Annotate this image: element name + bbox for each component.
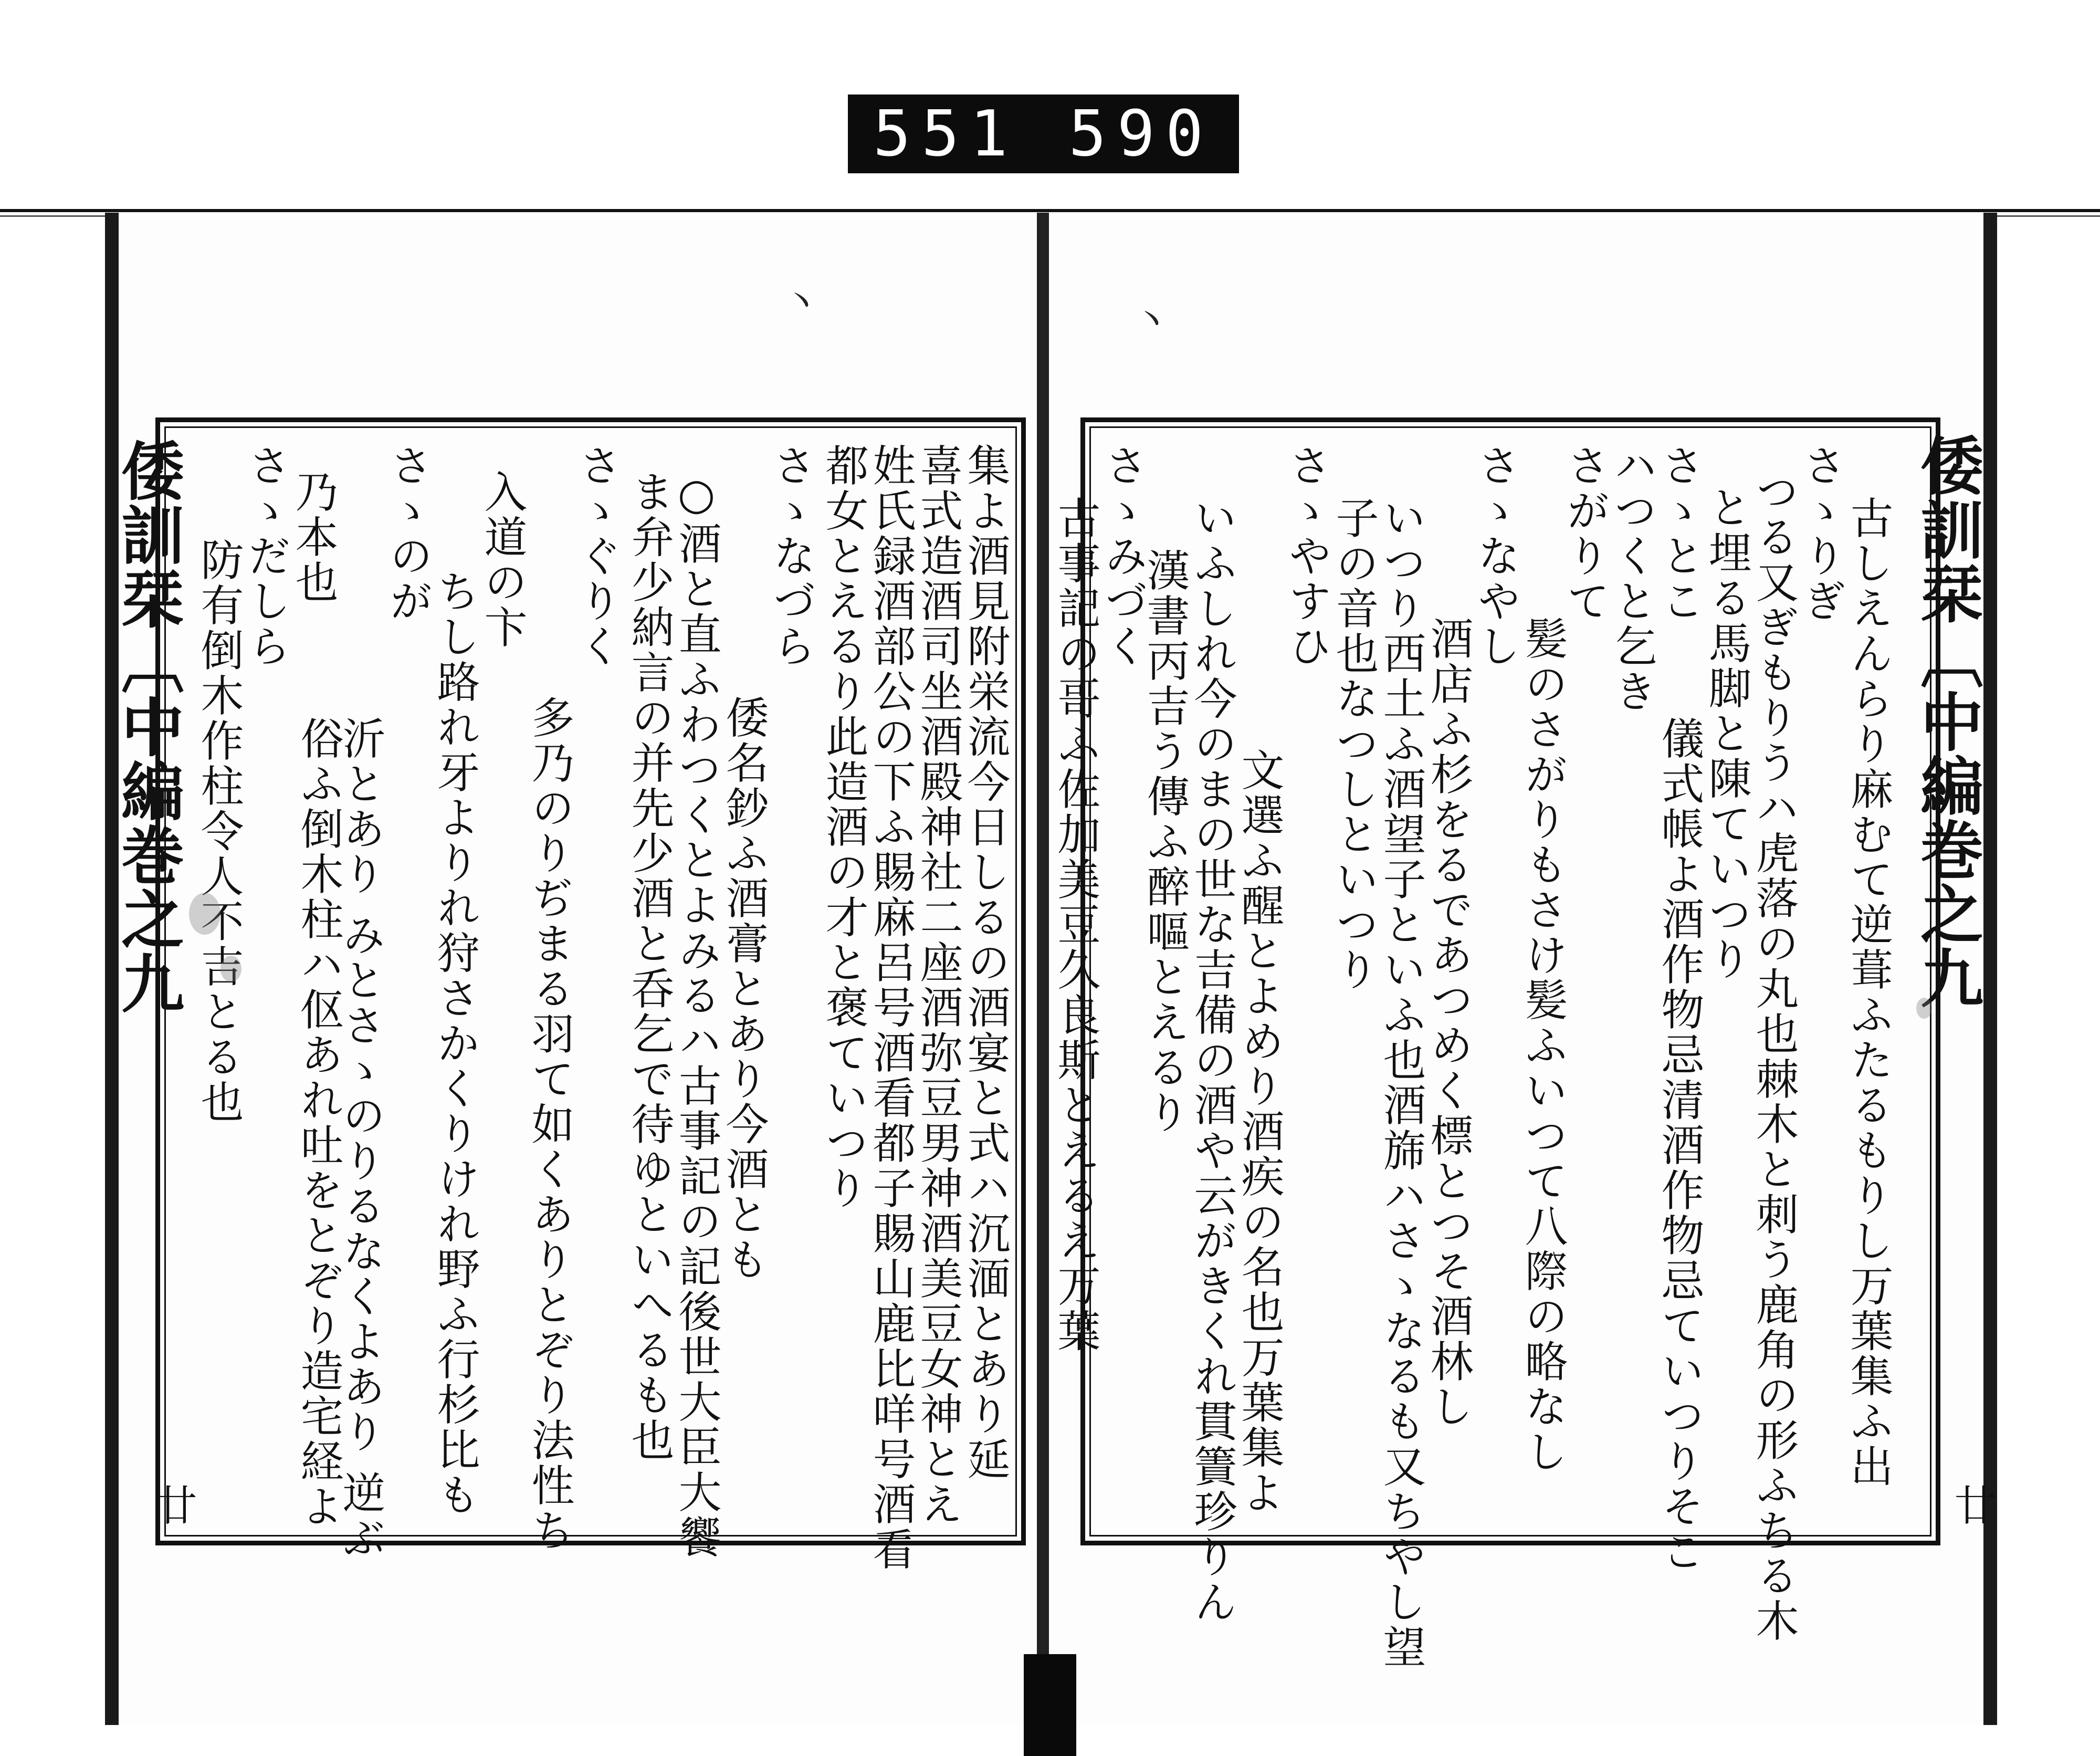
left-col-6: 倭名鈔ふ酒膏とあり今酒とも (719, 695, 769, 1282)
right-col-2: さゝりぎ (1796, 443, 1846, 624)
left-col-3: 姓氏録酒部公の下ふ賜麻呂号酒看都子賜山鹿比咩号酒看 (866, 443, 916, 1572)
left-col-9: さゝぐりく (572, 443, 622, 669)
left-page-number: 廿 (148, 1483, 197, 1525)
left-col-18: 防有倒木作柱令人不吉とる也 (194, 538, 244, 1125)
right-col-1: 古しえんらり麻むて逆葺ふたるもりし万葉集ふ出 (1843, 496, 1893, 1489)
scan-speck (189, 893, 220, 935)
right-col-11: 酒店ふ杉をるであつめく標とつそ酒林し (1423, 616, 1473, 1429)
right-col-6: ハつくと乞き (1607, 443, 1657, 714)
right-col-14: さゝやすひ (1282, 443, 1331, 669)
right-col-19: 古事記の哥ふ佐加美豆久良斯とえるえ万葉 (1051, 496, 1100, 1354)
frame-label (848, 95, 1239, 173)
left-text-frame (155, 417, 1026, 1572)
right-page (1049, 213, 1997, 1725)
left-col-11: 入道の卞 (477, 469, 527, 650)
left-col-10: 多乃のりぢまる羽て如くありとぞり法性ち (524, 695, 574, 1553)
right-col-3: つる又ぎもりうハ虎落の丸也棘木と刺う鹿角の形ふちる木 (1749, 469, 1799, 1644)
top-rule (0, 209, 2100, 212)
left-page-title: 倭訓栞〔中編巻之九 (111, 438, 185, 1015)
right-col-7: 儀式帳よ酒作物忌清酒作物忌ていつりそこ (1654, 716, 1704, 1574)
right-text-frame (1051, 417, 1940, 1670)
gutter-shadow (1024, 1654, 1076, 1756)
left-col-14: 沂とあり みとさゝのりるなくよあり 逆ぶ (335, 716, 385, 1561)
left-col-5: さゝなづら (766, 443, 816, 669)
left-col-2: 喜式造酒司坐酒殿神社二座酒弥豆男神酒美豆女神とえ (913, 443, 963, 1527)
left-col-8: ま弁少納言の并先少酒と呑乞で待ゆといへるも也 (624, 469, 674, 1463)
right-page-number: 廿 (1947, 1483, 1996, 1525)
left-col-15: 乃本也 (288, 469, 338, 605)
tick-mark: 丶 (783, 281, 820, 324)
right-col-5: さゝとこ (1654, 443, 1704, 624)
frame-number-left: 551 (873, 97, 1018, 171)
right-col-13: 子の音也なつしといつり (1329, 496, 1379, 992)
scan-speck (1916, 998, 1932, 1019)
right-col-4: と埋る馬脚と陳ていつり (1702, 485, 1751, 982)
right-page-title: 倭訓栞〔中編巻之九 (1910, 433, 1984, 1010)
right-col-12: いつり西土ふ酒望子といふ也酒旆ハさゝなるも又ちやし望 (1376, 496, 1426, 1670)
right-col-16: いふしれ今のまの世な吉備の酒や云がきくれ貫簀珍りん (1187, 496, 1237, 1625)
right-col-15: 文選ふ醒とよめり酒疾の名也万葉集よ (1234, 748, 1284, 1515)
left-col-16: さゝだしら (241, 443, 291, 669)
scan-speck (220, 956, 242, 982)
right-col-18: さゝみづく (1098, 443, 1148, 669)
right-col-9: 髪のさがりもさけ髪ふいつて八際の略なし (1518, 616, 1568, 1475)
right-col-8: さがりて (1560, 443, 1610, 624)
right-col-10: さゝなやし (1471, 443, 1520, 669)
left-col-1: 集よ酒見附栄流今日しるの酒宴と式ハ沉湎とあり延 (960, 443, 1010, 1482)
left-page (105, 213, 1053, 1725)
left-col-4: 都女とえるり此造酒の才と褒ていつり (818, 443, 868, 1211)
right-col-17: 漢書丙吉う傳ふ醉嘔とえるり (1140, 548, 1190, 1135)
left-col-7: ○酒と直ふわつくとよみるハ古事記の記後世大臣大饗 (671, 469, 721, 1560)
frame-number-right: 590 (1068, 97, 1214, 171)
left-col-12: ちし路れ牙よりれ狩さかくりけれ野ふ行杉比も (430, 569, 480, 1518)
left-col-17: 俗ふ倒木柱ハ伛あれ吐をとぞり造宅経よ (293, 716, 343, 1529)
tick-mark: 丶 (1133, 299, 1170, 342)
left-col-13: さゝのが (383, 443, 433, 624)
